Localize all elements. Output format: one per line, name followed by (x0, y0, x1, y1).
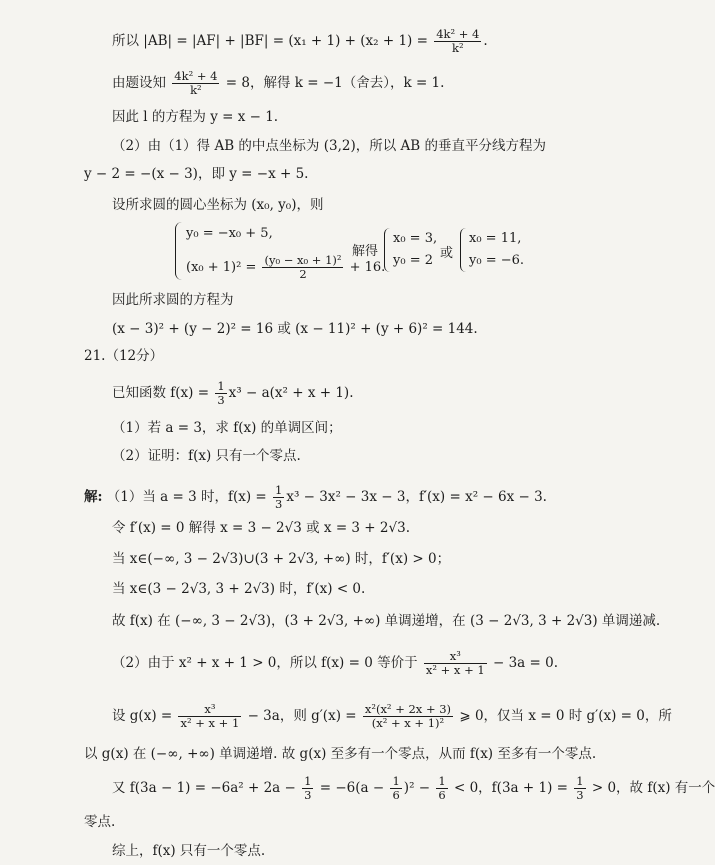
line-part2-equivalent: （2）由于 x² + x + 1 > 0，所以 f(x) = 0 等价于 $\frac{\text{x³}}{\text{x² + x + 1}}$ − 3a = 0. (112, 649, 558, 677)
left-brace (460, 228, 466, 272)
fraction: $\frac{\text{x³}}{\text{x² + x + 1}}$ (425, 649, 485, 677)
solution1-x: x₀ = 3, (393, 231, 438, 246)
line-center: 设所求圆的圆心坐标为 (x₀, y₀)，则 (112, 197, 324, 213)
solution-part1-line: 解: （1）当 a = 3 时，f(x) = $\frac{1}{3}$ x³ − 3x² − 3x − 3，f′(x) = x² − 6x − 3. (84, 483, 547, 511)
fraction: $\frac{1}{3}$ (275, 483, 283, 511)
system-eq1: y₀ = −x₀ + 5, (186, 226, 273, 241)
question-1: （1）若 a = 3，求 f(x) 的单调区间； (112, 420, 342, 436)
line-perpendicular: y − 2 = −(x − 3)，即 y = −x + 5. (84, 166, 309, 182)
fraction: $\frac{\text{x²(x² + 2x + 3)}}{\text{(x² + x + 1)²}}$ (364, 702, 452, 730)
line-sign-check: 又 f(3a − 1) = −6a² + 2a − $\frac{1}{3}$ = −6(a − $\frac{1}{6}$ )² − $\frac{1}{6}$ < 0，f(3a + 1) = $\frac{1}{3}$ > 0，故 f(x) 有一个 (112, 774, 715, 802)
or-label: 或 (440, 246, 454, 261)
fraction: $\frac{1}{6}$ (438, 774, 446, 802)
line-conclusion: 综上，f(x) 只有一个零点. (112, 843, 266, 859)
left-brace (384, 228, 390, 272)
solution-label: 解: (84, 489, 103, 505)
system-solve-label: 解得 (352, 244, 379, 259)
line-circle-eq: (x − 3)² + (y − 2)² = 16 或 (x − 11)² + (y + 6)² = 144. (112, 321, 478, 337)
line-critical-points: 令 f′(x) = 0 解得 x = 3 − 2√3 或 x = 3 + 2√3. (112, 520, 410, 536)
fraction: $\frac{1}{3}$ (576, 774, 584, 802)
solution2-y: y₀ = −6. (469, 253, 525, 268)
problem-statement: 已知函数 f(x) = $\frac{1}{3}$ x³ − a(x² + x + 1). (112, 379, 354, 407)
question-2: （2）证明：f(x) 只有一个零点. (112, 448, 301, 464)
fraction: $\frac{\text{4k² + 4}}{\text{k²}}$ (436, 27, 480, 55)
line-g-increasing: 以 g(x) 在 (−∞, +∞) 单调递增. 故 g(x) 至多有一个零点，从而 f(x) 至多有一个零点. (84, 746, 597, 762)
line-positive-interval: 当 x∈(−∞, 3 − 2√3)∪(3 + 2√3, +∞) 时，f′(x) > 0； (112, 551, 451, 567)
line-negative-interval: 当 x∈(3 − 2√3, 3 + 2√3) 时，f′(x) < 0. (112, 581, 366, 597)
system-eq2: (x₀ + 1)² = $\frac{\text{(y₀ − x₀ + 1)²}}{2}$ + 16. (186, 253, 386, 281)
line-circle-eq-intro: 因此所求圆的方程为 (112, 292, 234, 308)
solution1-y: y₀ = 2 (393, 253, 433, 268)
fraction: $\frac{1}{3}$ (217, 379, 225, 407)
line-define-g: 设 g(x) = $\frac{\text{x³}}{\text{x² + x + 1}}$ − 3a，则 g′(x) = $\frac{\text{x²(x² + 2x + 3)}}{\text{(x² + x + 1)²}}$ ⩾ 0，仅当 x = 0 时 g′(x) = 0，所 (112, 702, 672, 730)
left-brace (175, 222, 182, 280)
line-zero-point: 零点. (84, 814, 116, 830)
fraction: $\frac{\text{4k² + 4}}{\text{k²}}$ (174, 69, 218, 97)
line-ab-length: 所以 |AB| = |AF| + |BF| = (x₁ + 1) + (x₂ + 1) = $\frac{\text{4k² + 4}}{\text{k²}}$ . (112, 27, 488, 55)
line-equation-l: 因此 l 的方程为 y = x − 1. (112, 109, 279, 125)
line-part2-midpoint: （2）由（1）得 AB 的中点坐标为 (3,2)，所以 AB 的垂直平分线方程为 (112, 138, 546, 154)
problem-number: 21.（12分） (84, 348, 164, 364)
fraction: $\frac{\text{x³}}{\text{x² + x + 1}}$ (180, 702, 240, 730)
fraction: $\frac{1}{6}$ (392, 774, 400, 802)
line-monotonicity: 故 f(x) 在 (−∞, 3 − 2√3)，(3 + 2√3, +∞) 单调递增，在 (3 − 2√3, 3 + 2√3) 单调递减. (112, 613, 661, 629)
line-solve-k: 由题设知 $\frac{\text{4k² + 4}}{\text{k²}}$ = 8，解得 k = −1（舍去），k = 1. (112, 69, 445, 97)
fraction: $\frac{1}{3}$ (304, 774, 312, 802)
solution2-x: x₀ = 11, (469, 231, 522, 246)
